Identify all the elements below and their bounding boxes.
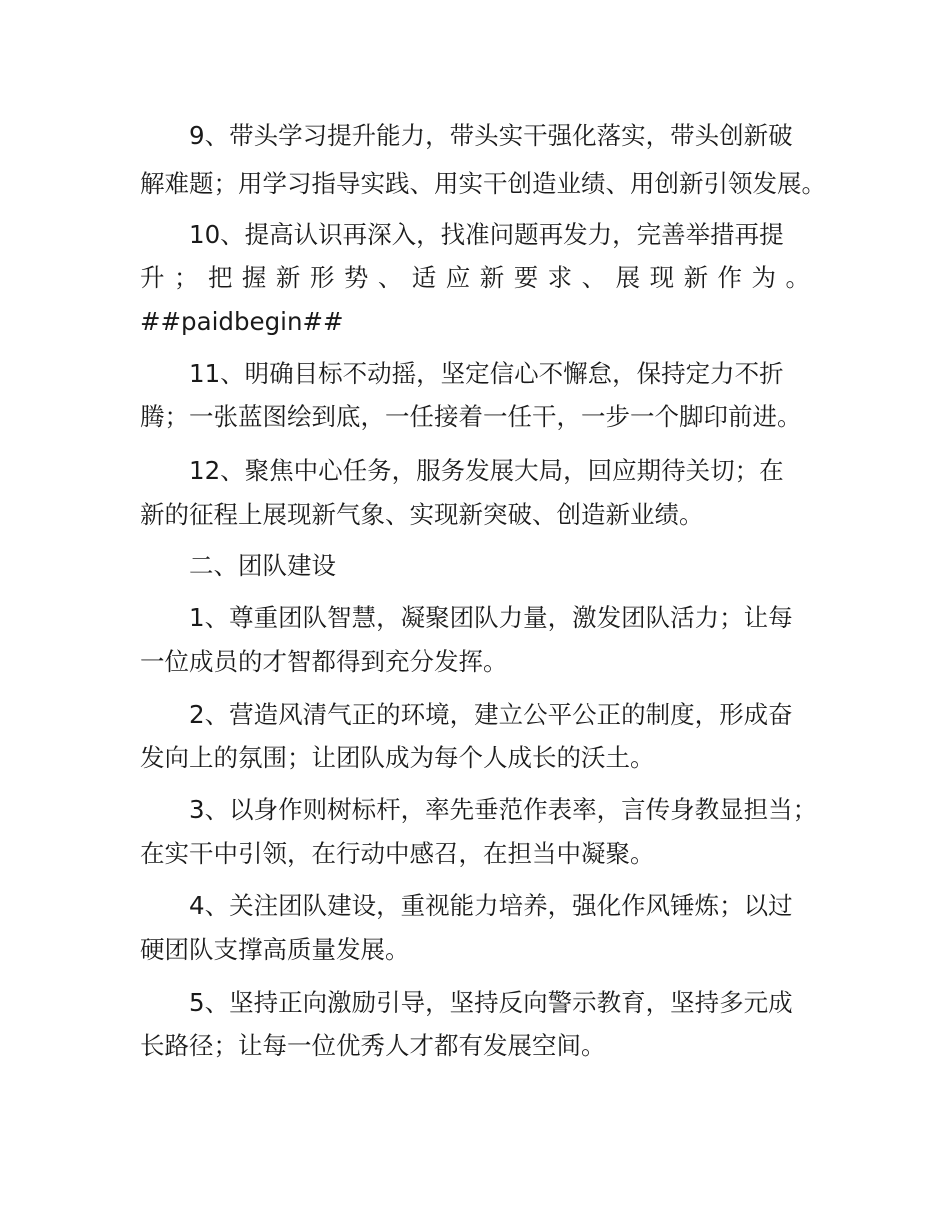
- paragraph-9-line-2: 解难题；用学习指导实践、用实干创造业绩、用创新引领发展。: [140, 169, 826, 198]
- paid-begin-marker: ##paidbegin##: [140, 307, 344, 336]
- paragraph-12-line-2: 新的征程上展现新气象、实现新突破、创造新业绩。: [140, 500, 704, 529]
- team-item-5-line-2: 长路径；让每一位优秀人才都有发展空间。: [140, 1031, 606, 1060]
- paragraph-11-line-1: 11、明确目标不动摇，坚定信心不懈怠，保持定力不折: [189, 359, 784, 388]
- team-item-2-line-1: 2、营造风清气正的环境，建立公平公正的制度，形成奋: [189, 700, 793, 729]
- paragraph-10-line-1: 10、提高认识再深入，找准问题再发力，完善举措再提: [189, 220, 784, 249]
- team-item-4-line-1: 4、关注团队建设，重视能力培养，强化作风锤炼；以过: [189, 891, 793, 920]
- team-item-2-line-2: 发向上的氛围；让团队成为每个人成长的沃土。: [140, 743, 655, 772]
- paragraph-9-line-1: 9、带头学习提升能力，带头实干强化落实，带头创新破: [189, 121, 793, 150]
- paragraph-11-line-2: 腾；一张蓝图绘到底，一任接着一任干，一步一个脚印前进。: [140, 402, 802, 431]
- paragraph-10-line-2: 升；把握新形势、适应新要求、展现新作为。: [140, 263, 810, 292]
- team-item-5-line-1: 5、坚持正向激励引导，坚持反向警示教育，坚持多元成: [189, 988, 793, 1017]
- team-item-3-line-2: 在实干中引领，在行动中感召，在担当中凝聚。: [140, 839, 655, 868]
- section-heading-team-building: 二、团队建设: [189, 551, 336, 580]
- team-item-1-line-1: 1、尊重团队智慧，凝聚团队力量，激发团队活力；让每: [189, 603, 793, 632]
- paragraph-12-line-1: 12、聚焦中心任务，服务发展大局，回应期待关切；在: [189, 456, 784, 485]
- team-item-1-line-2: 一位成员的才智都得到充分发挥。: [140, 647, 508, 676]
- team-item-4-line-2: 硬团队支撑高质量发展。: [140, 935, 410, 964]
- team-item-3-line-1: 3、以身作则树标杆，率先垂范作表率，言传身教显担当；: [189, 795, 818, 824]
